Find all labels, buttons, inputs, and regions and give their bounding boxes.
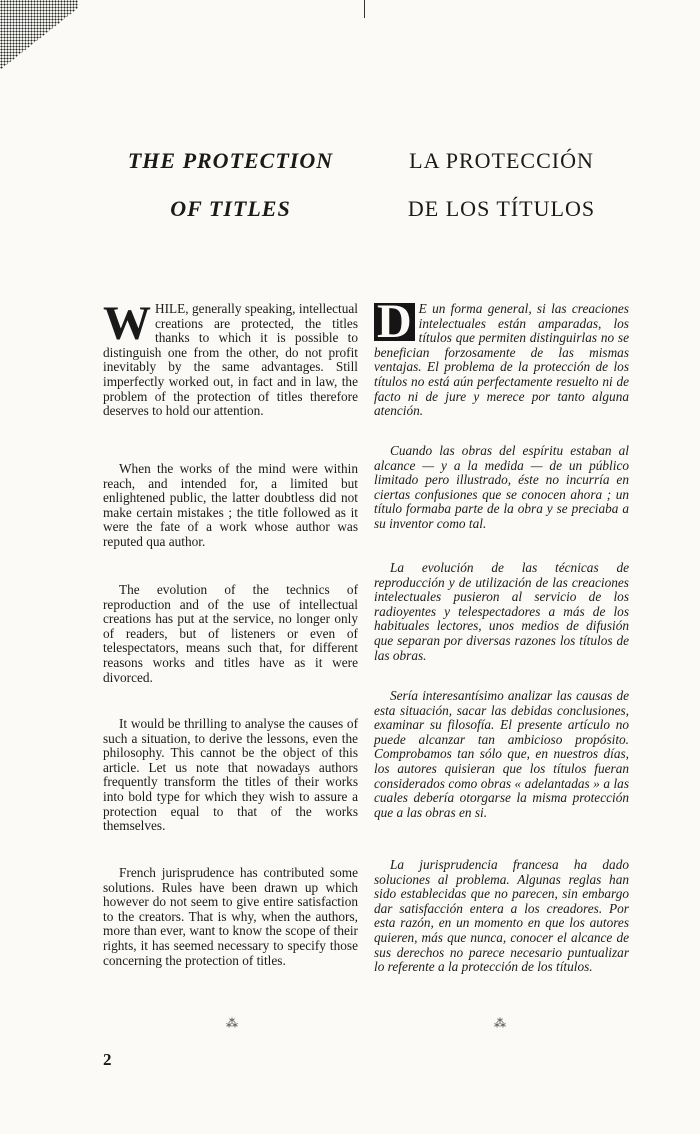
spanish-title-line1: LA PROTECCIÓN	[409, 148, 594, 173]
spanish-section-ornament: ⁂	[494, 1016, 506, 1030]
page-number: 2	[103, 1050, 112, 1069]
spanish-paragraph-1-text: E un forma general, si las creaciones intelectuales están amparadas, los títulos que permiten distinguirlas no se benefician forzosamente de las mismas ventajas. El problema de la protección de los títulos no está aún perfectamente resuelto ni de facto ni de jure y merece por tanto alguna atención.	[374, 301, 629, 419]
english-paragraph-3: The evolution of the technics of reproduction and of the use of intellectual creations has put at the service, no longer only of readers, but of listeners or even of telespectators, means such that, for different reasons works and titles have as it were divorced.	[103, 582, 358, 685]
english-section-ornament: ⁂	[226, 1016, 238, 1030]
english-paragraph-5: French jurisprudence has contributed some solutions. Rules have been drawn up which however do not seem to give entire satisfaction to the creators. That is why, when the authors, more than ever, want to know the scope of their rights, it has seemed necessary to specify those concerning the protection of titles.	[103, 865, 358, 968]
spanish-paragraph-1	[374, 295, 629, 419]
spanish-paragraph-2: Cuando las obras del espíritu estaban al alcance — y a la medida — de un público limitado pero illustrado, éste no incurría en ciertas confusiones que se conocen ahora ; un título formaba parte de la obra y se preciaba a su inventor como tal.	[374, 443, 629, 531]
halftone-corner-ornament	[0, 0, 85, 85]
english-paragraph-1	[103, 297, 358, 419]
spanish-paragraph-3: La evolución de las técnicas de reproducción y de utilización de las creaciones intelectuales pusieron al servicio de los radioyentes y telespectadores a más de los habituales lectores, unos medios de difusión que separan por diversas razones los títulos de las obras.	[374, 560, 629, 663]
spanish-paragraph-4: Sería interesantísimo analizar las causas de esta situación, sacar las debidas conclusiones, examinar su filosofía. El presente artículo no puede alcanzar tan ambicioso propósito. Comprobamos tan sólo que, en nuestros días, los autores quisieran que los títulos fueran considerados como obras « adelantadas » a las cuales debería otorgarse la misma protección que a las obras en si.	[374, 688, 629, 820]
spanish-title-line2: DE LOS TÍTULOS	[407, 196, 596, 221]
english-paragraph-2: When the works of the mind were within reach, and intended for, a limited but enlightened public, the latter doubtless did not make certain mistakes ; the title followed as it were the fate of a work whose author was reputed qua author.	[103, 461, 358, 549]
spanish-dropcap: D	[374, 303, 415, 341]
english-dropcap: W	[103, 297, 151, 350]
english-title-line1: THE PROTECTION	[127, 148, 334, 173]
spanish-paragraph-5: La jurisprudencia francesa ha dado soluciones al problema. Algunas reglas han sido establecidas que no parecen, sin embargo dar satisfacción entera a los creadores. Por esta razón, en un momento en que los autores quieren, más que nunca, conocer el alcance de sus derechos no parece necesario puntualizar lo referente a la protección de los títulos.	[374, 857, 629, 975]
english-paragraph-4: It would be thrilling to analyse the causes of such a situation, to derive the lessons, even the philosophy. This cannot be the object of this article. Let us note that nowadays authors frequently transform the titles of their works into bold type for which they wish to assure a protection equal to that of the works themselves.	[103, 716, 358, 834]
top-rule-mark	[364, 0, 365, 18]
english-title-line2: OF TITLES	[170, 196, 291, 221]
english-paragraph-1-text: HILE, generally speaking, intellectual creations are protected, the titles thanks to which it is possible to distinguish one from the other, do not profit inevitably by the same advantages. Still imperfectly worked out, in fact and in law, the problem of the protection of titles therefore deserves to hold our attention.	[103, 301, 358, 419]
